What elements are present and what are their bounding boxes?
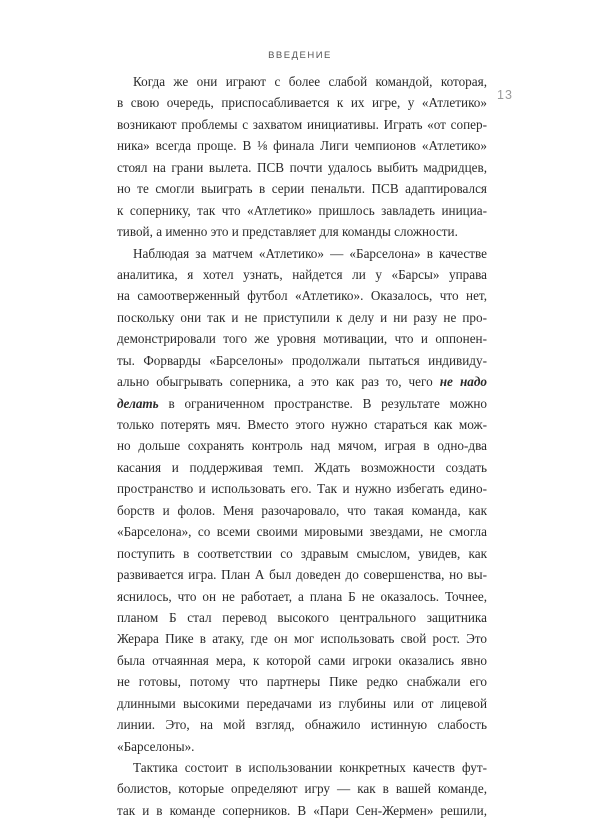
text-line: пространство и использовать его. Так и нужно избегать едино- [117,481,487,497]
text-line: планом Б стал перевод высокого центрального защитника [117,609,487,625]
text-line: ника» всегда проще. В ⅛ финала Лиги чемпионов «Атлетико» [117,138,487,154]
text-line: но те смогли выиграть в серии пенальти. ПСВ адаптировался [117,181,487,197]
text-line: но дольше сохранять контроль над мячом, играя в одно-два [117,438,487,454]
text-line: болистов, которые определяют игру — как в вашей команде, [117,781,487,797]
text-line: к сопернику, так что «Атлетико» пришлось завладеть инициа- [117,202,487,218]
text-line: аналитика, я хотел узнать, найдется ли у «Барсы» управа [117,266,487,282]
text-line: поскольку они так и не приступили к делу и ни разу не про- [117,309,487,325]
text-line: только потерять мяч. Вместо этого нужно стараться как мож- [117,417,487,432]
body-text [117,71,487,821]
text-fragment: ально обыгрывать соперника, а это как раз то, чего [117,374,440,390]
text-line: касания и поддерживая темп. Ждать возможности создать [117,459,487,475]
text-line: в свою очередь, приспосабливается к их игре, у «Атлетико» [117,95,487,111]
paragraph-first-line: Наблюдая за матчем «Атлетико» — «Барселона» в качестве [133,245,487,261]
page-number: 13 [497,88,513,102]
text-line: Жерара Пике в атаку, где он мог использовать свой рост. Это [117,631,487,647]
text-line: была отчаянная мера, к которой сами игроки оказались явно [117,652,487,668]
text-line: стоял на грани вылета. ПСВ почти удалось выбить мадридцев, [117,159,487,175]
text-line: так и в команде соперников. В «Пари Сен-Жермен» решили, [117,802,487,818]
text-line: на самоотверженный футбол «Атлетико». Оказалось, что нет, [117,288,487,304]
emphasis-text: не надо [439,374,487,390]
text-line: борств и фолов. Меня разочаровало, что такая команда, как [117,502,487,518]
text-line: «Барселона», со всеми своими мировыми звездами, не смогла [117,524,487,540]
text-line: яснилось, что он не работает, а плана Б не оказалось. Точнее, [117,588,487,604]
text-line: демонстрировали того же уровня мотивации, что и оппонен- [117,331,487,347]
text-line [117,371,487,392]
running-header: ВВЕДЕНИЕ [268,50,332,61]
emphasis-text: делать [117,395,159,411]
text-line: «Барселоны». [117,738,195,754]
text-line: развивается игра. План А был доведен до совершенства, но вы- [117,567,487,583]
paragraph-first-line: Тактика состоит в использовании конкретных качеств фут- [133,760,487,775]
text-line: поступить в соответствии со здравым смыслом, увидев, как [117,545,487,561]
text-line: линии. Это, на мой взгляд, обнажило истинную слабость [117,717,487,733]
text-line: возникают проблемы с захватом инициативы. Играть «от сопер- [117,116,487,132]
text-line: тивой, а именно это и представляет для команды сложности. [117,224,458,240]
text-line: длинными высокими передачами из глубины или от лицевой [117,695,487,711]
text-line [117,393,487,414]
text-line: ты. Форварды «Барселоны» продолжали пытаться индивиду- [117,352,487,368]
text-fragment: в ограниченном пространстве. В результате можно [158,395,487,411]
text-line: не готовы, потому что партнеры Пике редко снабжали его [117,674,487,690]
paragraph-first-line: Когда же они играют с более слабой командой, которая, [133,74,487,89]
